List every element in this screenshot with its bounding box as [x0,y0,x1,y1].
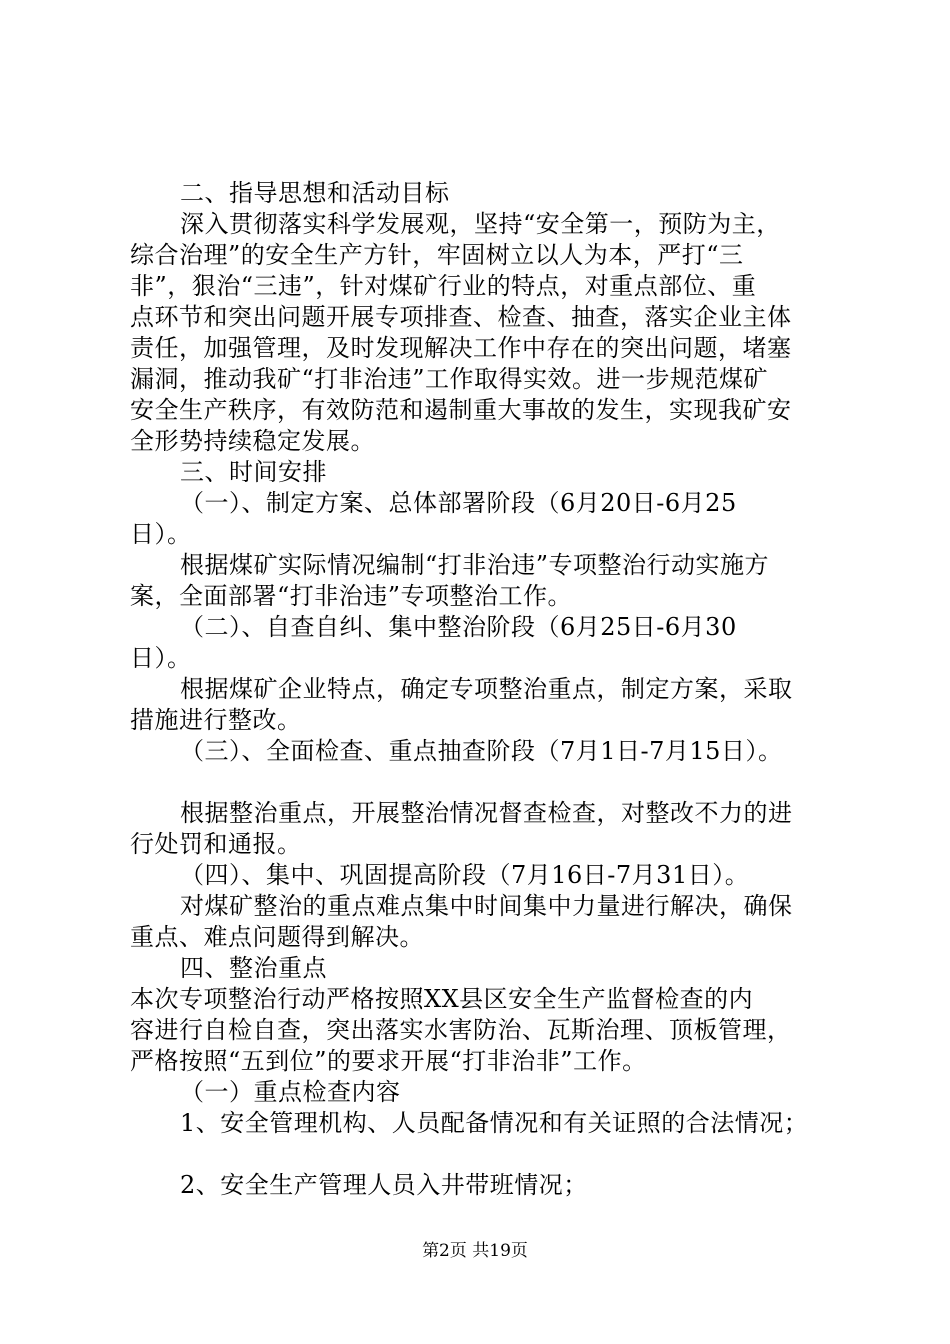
paragraph-line: 案，全面部署“打非治违”专项整治工作。 [130,582,573,610]
phase-heading: （二）、自查自纠、集中整治阶段（6月25日-6月30 [180,613,737,641]
paragraph-line: 责任，加强管理，及时发现解决工作中存在的突出问题，堵塞 [130,334,792,362]
paragraph-line: 容进行自检自查，突出落实水害防治、瓦斯治理、顶板管理， [130,1016,792,1044]
section-heading-guiding-ideology: 二、指导思想和活动目标 [180,179,450,207]
paragraph-line: 行处罚和通报。 [130,830,302,858]
section-heading-rectification-focus: 四、整治重点 [180,954,327,982]
paragraph-line: 根据煤矿企业特点，确定专项整治重点，制定方案，采取 [180,675,793,703]
paragraph-line: 全形势持续稳定发展。 [130,427,375,455]
phase-heading: （四）、集中、巩固提高阶段（7月16日-7月31日）。 [180,861,750,889]
paragraph-line: 严格按照“五到位”的要求开展“打非治非”工作。 [130,1047,647,1075]
page-footer: 第2页 共19页 [422,1241,528,1261]
paragraph-line: 深入贯彻落实科学发展观，坚持“安全第一，预防为主， [180,210,781,238]
paragraph-line: 根据煤矿实际情况编制“打非治违”专项整治行动实施方 [180,551,770,579]
list-item: 1、安全管理机构、人员配备情况和有关证照的合法情况； [180,1109,809,1137]
paragraph-line: 日）。 [130,520,192,548]
subsection-heading: （一）重点检查内容 [180,1078,401,1106]
paragraph-line: 对煤矿整治的重点难点集中时间集中力量进行解决，确保 [180,892,793,920]
paragraph-line: 重点、难点问题得到解决。 [130,923,424,951]
paragraph-line: 点环节和突出问题开展专项排查、检查、抽查，落实企业主体 [130,303,792,331]
phase-heading: （一）、制定方案、总体部署阶段（6月20日-6月25 [180,489,737,517]
paragraph-line: 非”，狠治“三违”，针对煤矿行业的特点，对重点部位、重 [130,272,757,300]
section-heading-time-schedule: 三、时间安排 [180,458,327,486]
paragraph-line: 本次专项整治行动严格按照XX县区安全生产监督检查的内 [130,985,754,1013]
paragraph-line: 日）。 [130,644,192,672]
list-item: 2、安全生产管理人员入井带班情况； [180,1171,588,1199]
paragraph-line: 漏洞，推动我矿“打非治违”工作取得实效。进一步规范煤矿 [130,365,769,393]
paragraph-line: 综合治理”的安全生产方针，牢固树立以人为本，严打“三 [130,241,744,269]
phase-heading: （三）、全面检查、重点抽查阶段（7月1日-7月15日）。 [180,737,783,765]
paragraph-line: 措施进行整改。 [130,706,302,734]
paragraph-line: 安全生产秩序，有效防范和遏制重大事故的发生，实现我矿安 [130,396,792,424]
paragraph-line: 根据整治重点，开展整治情况督查检查，对整改不力的进 [180,799,793,827]
